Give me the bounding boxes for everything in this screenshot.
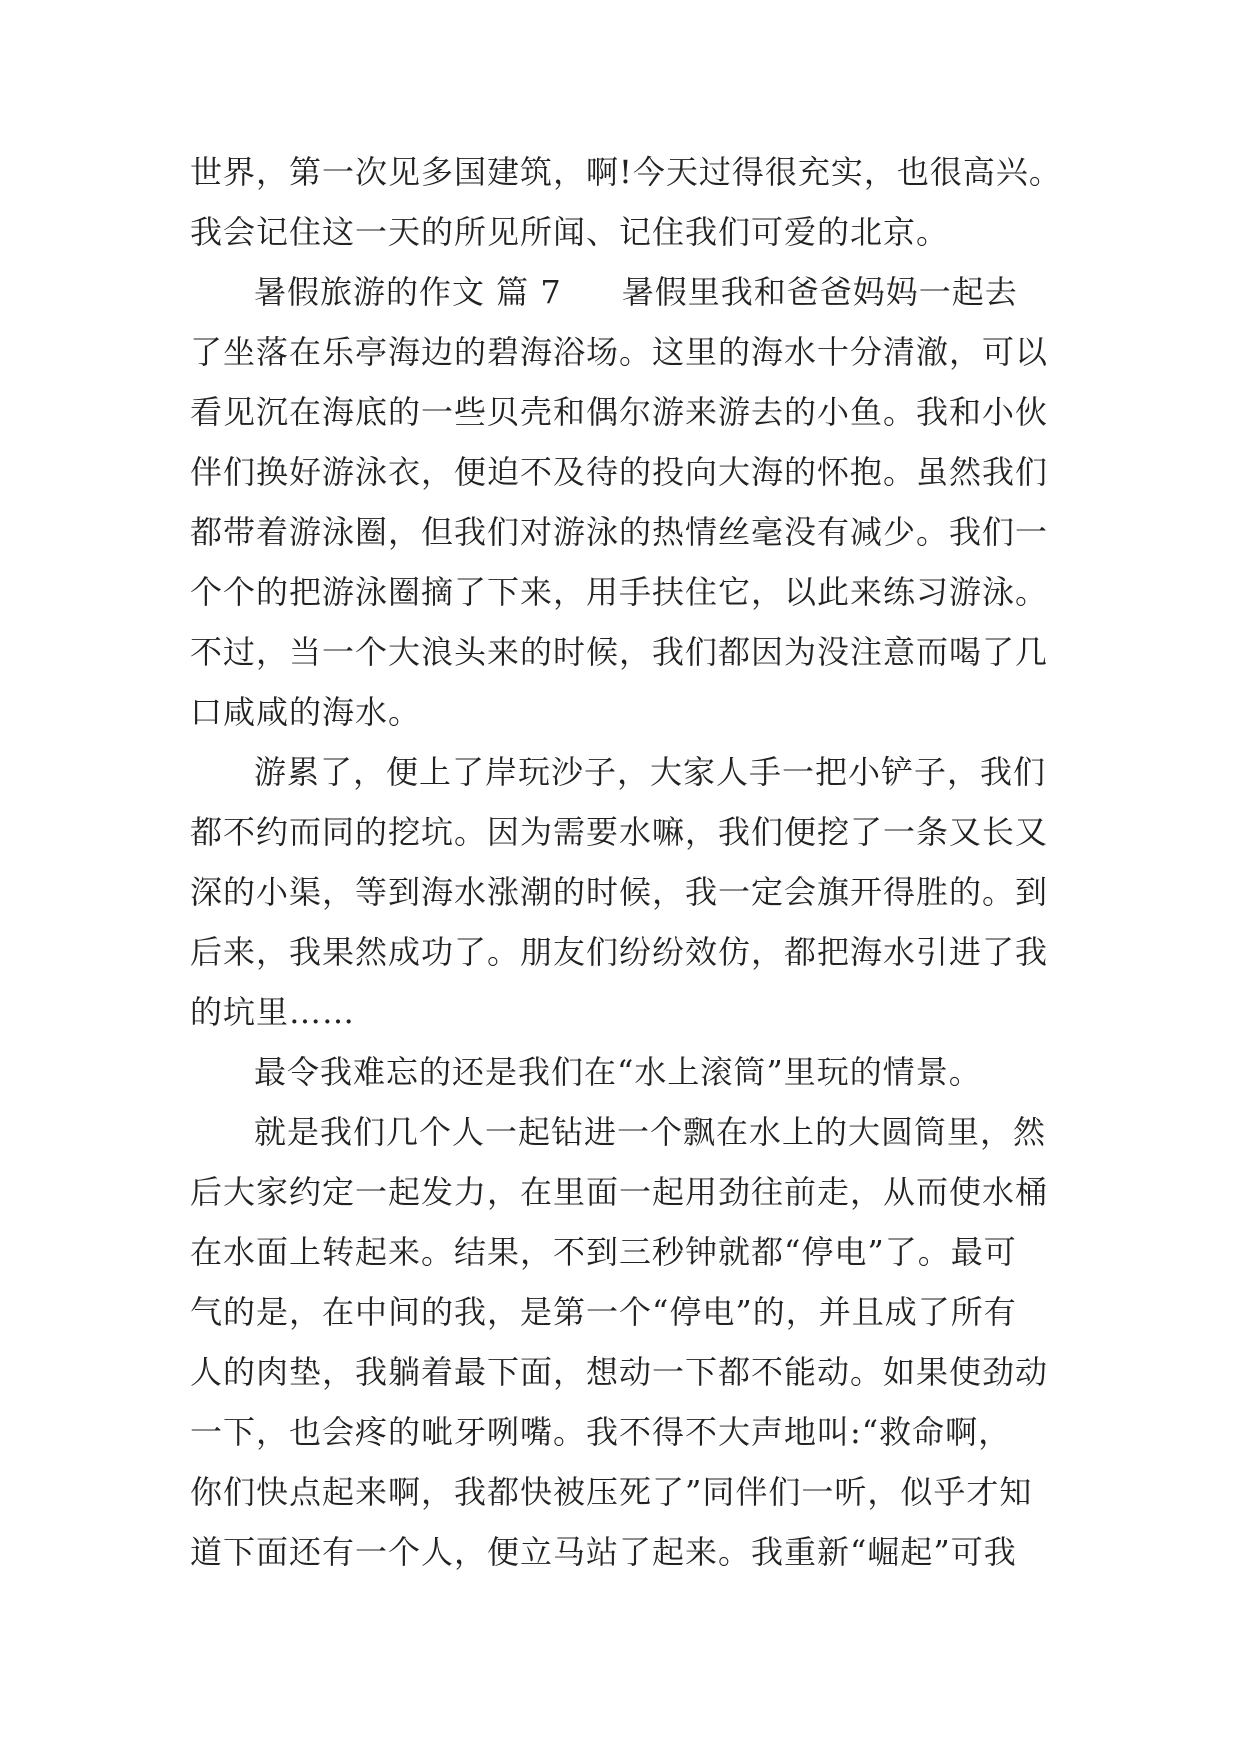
text-line: 的坑里…… [190,993,356,1031]
text-line: 我会记住这一天的所见所闻、记住我们可爱的北京。 [190,213,950,251]
text-line: 深的小渠，等到海水涨潮的时候，我一定会旗开得胜的。到 [190,873,1049,911]
text-line: 道下面还有一个人，便立马站了起来。我重新“崛起”可我 [190,1533,1017,1571]
text-line: 看见沉在海底的一些贝壳和偶尔游来游去的小鱼。我和小伙 [190,393,1049,431]
text-line: 后来，我果然成功了。朋友们纷纷效仿，都把海水引进了我 [190,933,1049,971]
text-line: 伴们换好游泳衣，便迫不及待的投向大海的怀抱。虽然我们 [190,453,1049,491]
text-line: 在水面上转起来。结果，不到三秒钟就都“停电”了。最可 [190,1233,1017,1271]
section-first-line: 暑假里我和爸爸妈妈一起去 [621,273,1018,311]
text-line: 不过，当一个大浪头来的时候，我们都因为没注意而喝了几 [190,633,1049,671]
text-line: 都带着游泳圈，但我们对游泳的热情丝毫没有减少。我们一 [190,513,1049,551]
text-line: 口咸咸的海水。 [190,693,422,731]
text-line: 一下，也会疼的呲牙咧嘴。我不得不大声地叫:“救命啊， [190,1413,1012,1451]
text-line: 气的是，在中间的我，是第一个“停电”的，并且成了所有 [190,1293,1017,1331]
section-heading: 暑假旅游的作文 篇 7 [254,273,562,311]
text-line: 了坐落在乐亭海边的碧海浴场。这里的海水十分清澈，可以 [190,333,1049,371]
text-line: 你们快点起来啊，我都快被压死了”同伴们一听，似乎才知 [190,1473,1033,1511]
text-line: 世界，第一次见多国建筑，啊!今天过得很充实，也很高兴。 [190,153,1062,191]
text-line: 个个的把游泳圈摘了下来，用手扶住它，以此来练习游泳。 [190,573,1049,611]
section-heading-line [254,272,1134,312]
text-line: 人的肉垫，我躺着最下面，想动一下都不能动。如果使劲动 [190,1353,1049,1391]
paragraph-start: 就是我们几个人一起钻进一个飘在水上的大圆筒里，然 [254,1113,1047,1151]
paragraph-start: 最令我难忘的还是我们在“水上滚筒”里玩的情景。 [254,1053,982,1091]
paragraph-start: 游累了，便上了岸玩沙子，大家人手一把小铲子，我们 [254,753,1047,791]
text-line: 后大家约定一起发力，在里面一起用劲往前走，从而使水桶 [190,1173,1049,1211]
text-line: 都不约而同的挖坑。因为需要水嘛，我们便挖了一条又长又 [190,813,1049,851]
